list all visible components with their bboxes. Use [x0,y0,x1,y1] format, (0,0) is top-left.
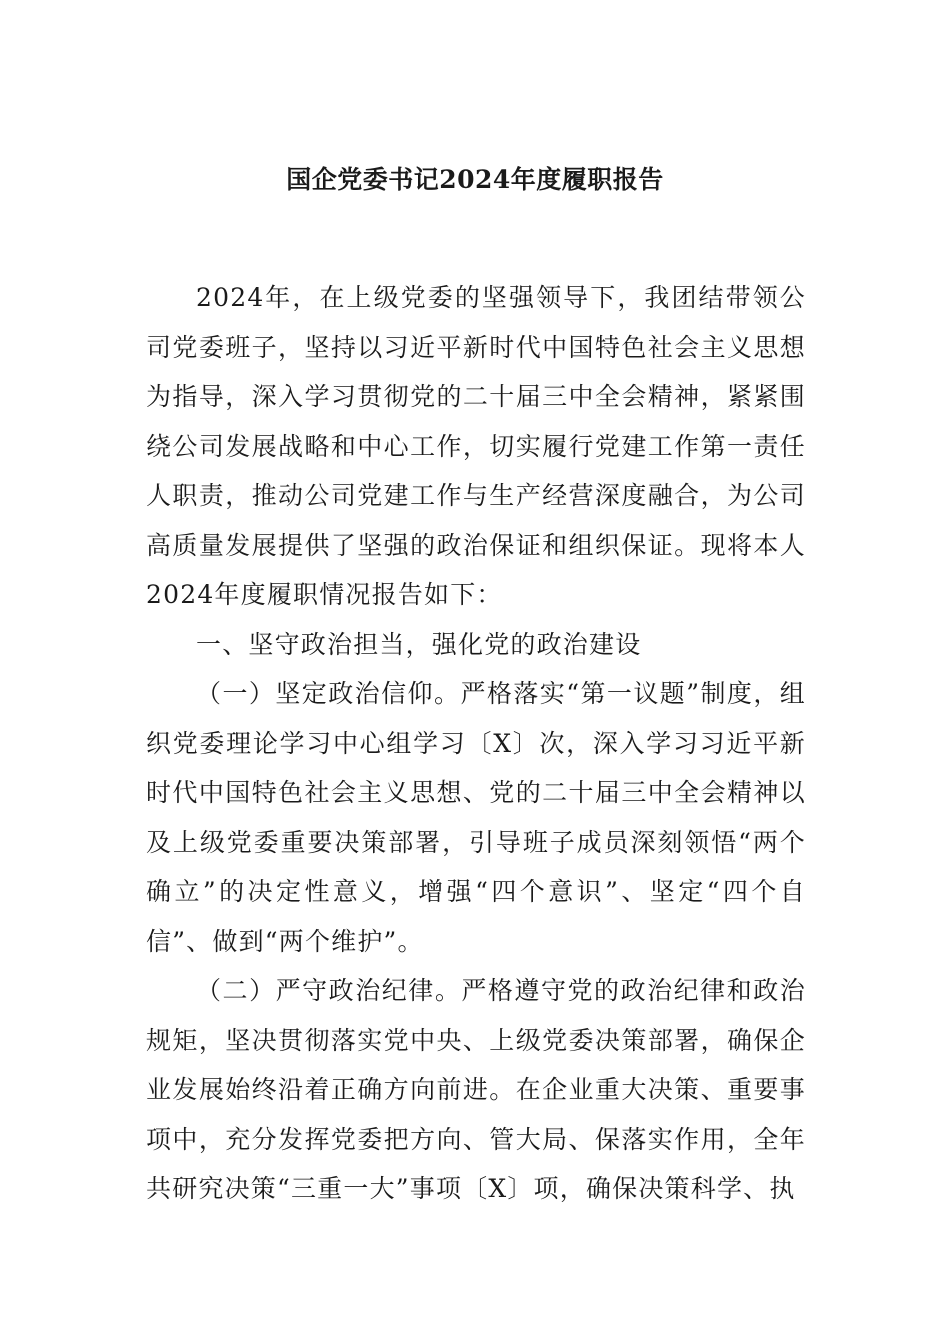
document-title: 国企党委书记2024年度履职报告 [286,165,664,194]
intro-paragraph: 2024年，在上级党委的坚强领导下，我团结带领公司党委班子，坚持以习近平新时代中国特色社会主义思想为指导，深入学习贯彻党的二十届三中全会精神，紧紧围绕公司发展战略和中心工作，切实履行党建工作第一责任人职责，推动公司党建工作与生产经营深度融合，为公司高质量发展提供了坚强的政治保证和组织保证。现将本人2024年度履职情况报告如下： [146,283,806,609]
section-item-paragraph: （一）坚定政治信仰。严格落实“第一议题”制度，组织党委理论学习中心组学习〔X〕次，深入学习习近平新时代中国特色社会主义思想、党的二十届三中全会精神以及上级党委重要决策部署，引导班子成员深刻领悟“两个确立”的决定性意义，增强“四个意识”、坚定“四个自信”、做到“两个维护”。 [146,679,806,956]
section-item-paragraph: （二）严守政治纪律。严格遵守党的政治纪律和政治规矩，坚决贯彻落实党中央、上级党委决策部署，确保企业发展始终沿着正确方向前进。在企业重大决策、重要事项中，充分发挥党委把方向、管大局、保落实作用，全年共研究决策“三重一大”事项〔X〕项，确保决策科学、执 [146,976,806,1203]
document-body [146,273,806,1214]
section-heading: 一、坚守政治担当，强化党的政治建设 [196,629,642,659]
